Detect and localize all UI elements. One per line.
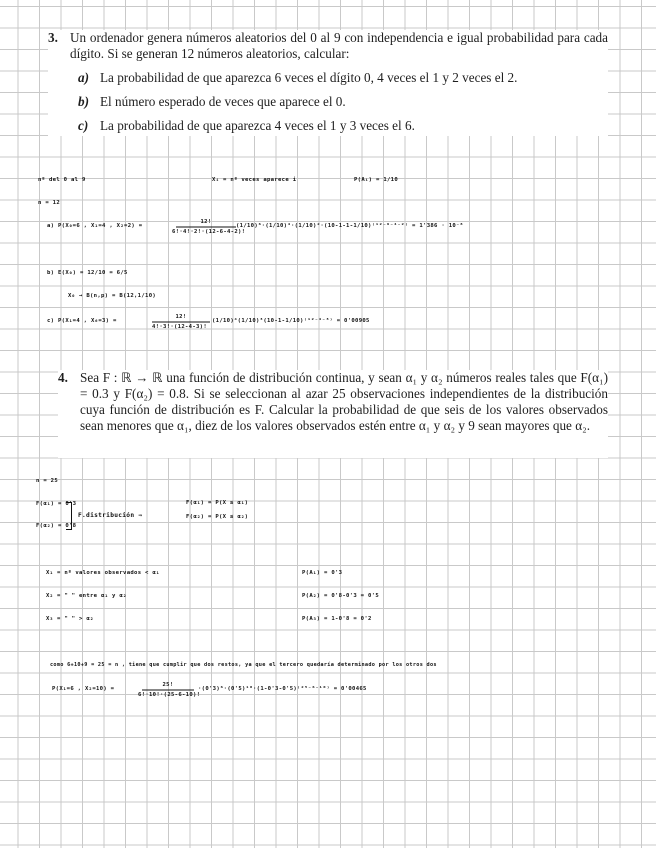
note-3c-lhs: c) P(X₁=4 , X₆=3) =	[47, 318, 117, 324]
note-4-r1: F(α₁) = P(X ≤ α₁)	[186, 500, 249, 506]
note-4-x3: X₃ = " " > α₂	[46, 616, 94, 622]
note-4-explanation: como 6+10+9 = 25 = n , tiene que cumplir que dos restos, ya que el tercero quedaría determinado por los otros dos	[50, 662, 437, 668]
item-c-text: La probabilidad de que aparezca 4 veces el 1 y 3 veces el 6.	[100, 118, 415, 133]
problem-4	[58, 370, 608, 458]
item-b-text: El número esperado de veces que aparece el 0.	[100, 94, 346, 109]
note-4-r2: F(α₂) = P(X ≤ α₂)	[186, 514, 249, 520]
note-3-xi-def: Xᵢ = nº veces aparece i	[212, 177, 297, 183]
problem-3	[48, 30, 608, 136]
problem-3-statement: Un ordenador genera números aleatorios del 0 al 9 con independencia e igual probabilidad para cada dígito. Si se generan 12 números aleatorios, calcular:	[70, 30, 608, 61]
note-4-final-numerator: 25!	[162, 682, 174, 688]
note-4-brace	[66, 502, 72, 530]
note-4-final-denominator: 6!·10!·(25-6-10)!	[138, 692, 201, 698]
note-3c-denominator: 4!·3!·(12-4-3)!	[152, 324, 208, 330]
note-3-pa: P(Aᵢ) = 1/10	[354, 177, 399, 183]
problem-4-statement: Sea F : ℝ → ℝ una función de distribución continua, y sean α₁ y α₂ números reales tales que F(α₁) = 0.3 y F(α₂) = 0.8. Si se seleccionan al azar 25 observaciones independientes de la distribución cuya función de distribución es F. Calcular la probabilidad de que seis de los valores observados sean menores que α₁, diez de los valores observados estén entre α₁ y α₂ y 9 sean mayores que α₂.	[80, 370, 608, 433]
note-4-x2: X₂ = " " entre α₁ y α₂	[46, 593, 127, 599]
note-4-pa2: P(A₂) = 0'8-0'3 = 0'5	[302, 593, 380, 599]
note-4-n: n = 25	[36, 478, 59, 484]
problem-4-number: 4.	[58, 370, 68, 385]
note-4-final-fraction-bar	[142, 689, 194, 691]
note-3a-denominator: 6!·4!·2!·(12-6-4-2)!	[172, 229, 246, 235]
note-3a-lhs: a) P(X₀=6 , X₁=4 , X₂=2) =	[47, 223, 143, 229]
item-a-text: La probabilidad de que aparezca 6 veces el dígito 0, 4 veces el 1 y 2 veces el 2.	[100, 70, 518, 85]
note-4-final-lhs: P(X₁=6 , X₂=10) =	[52, 686, 115, 692]
note-3c-rhs: (1/10)⁴(1/10)³(10-1-1/10)⁽¹²⁻⁴⁻³⁾ = 0'00905	[212, 318, 370, 324]
note-4-pa1: P(A₁) = 0'3	[302, 570, 343, 576]
item-a-label: a)	[78, 70, 89, 85]
problem-3-number: 3.	[48, 30, 58, 45]
note-4-pa3: P(A₃) = 1-0'8 = 0'2	[302, 616, 372, 622]
note-3c-fraction-bar	[152, 321, 210, 323]
item-c-label: c)	[78, 118, 89, 133]
note-4-f1: F(α₁) = 0'3	[36, 501, 77, 507]
note-3b-binomial: X₀ → B(n,p) = B(12,1/10)	[68, 293, 157, 299]
note-3a-rhs: (1/10)⁶·(1/10)⁴·(1/10)²·(10-1-1-1/10)⁽¹²⁻⁶⁻⁴⁻²⁾ = 1'386 · 10⁻⁸	[236, 223, 464, 229]
note-3-digits: nº del 0 al 9	[38, 177, 86, 183]
note-4-f2: F(α₂) = 0'8	[36, 523, 77, 529]
problem-3-item-a	[78, 70, 608, 86]
note-3a-fraction-bar	[176, 226, 236, 228]
note-4-final-rhs: ·(0'3)⁶·(0'5)¹⁰·(1-0'3-0'5)⁽²⁵⁻⁶⁻¹⁰⁾ = 0'00465	[198, 686, 367, 692]
item-b-label: b)	[78, 94, 89, 109]
note-4-x1: X₁ = nº valores observados < α₁	[46, 570, 160, 576]
problem-3-items	[78, 70, 608, 134]
note-3-n: n = 12	[38, 200, 61, 206]
note-3b-expectation: b) E(X₀) = 12/10 = 6/5	[47, 270, 128, 276]
note-4-distribution: F.distribución ⇒	[78, 512, 143, 519]
note-3a-numerator: 12!	[200, 219, 212, 225]
problem-3-item-c	[78, 118, 608, 134]
problem-3-item-b	[78, 94, 608, 110]
note-3c-numerator: 12!	[175, 314, 187, 320]
